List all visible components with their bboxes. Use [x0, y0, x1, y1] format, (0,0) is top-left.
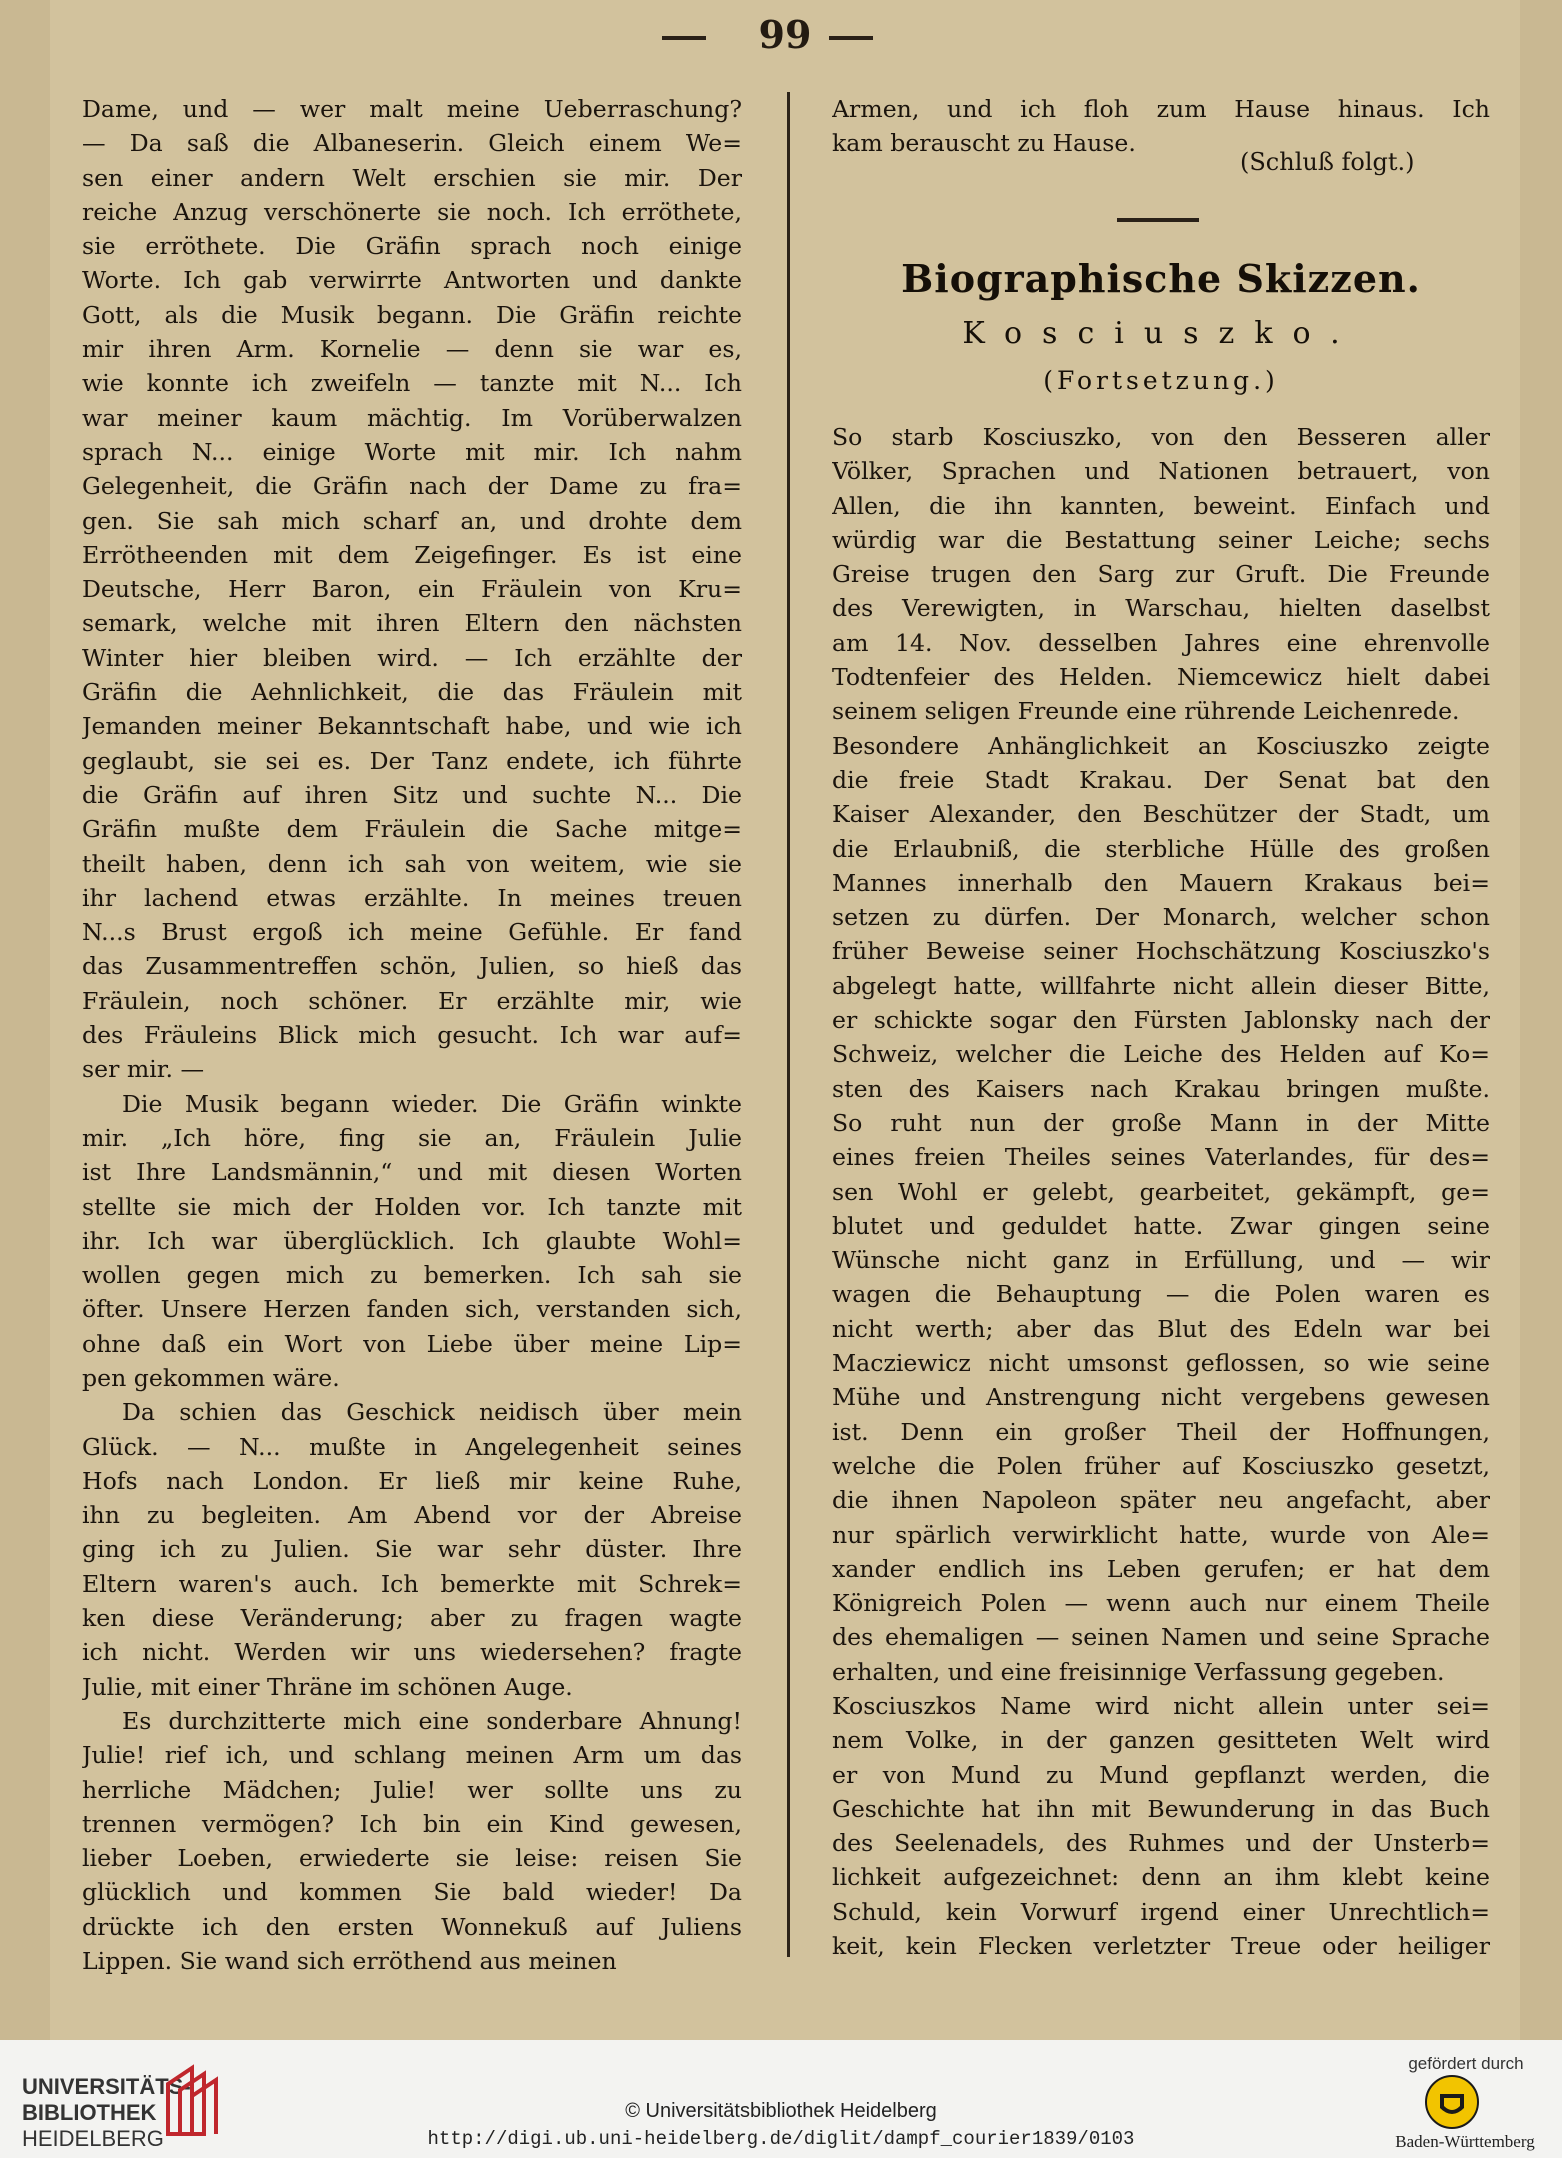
- text-line: am 14. Nov. desselben Jahres eine ehrenvolle: [832, 628, 1490, 657]
- text-line: Kosciuszkos Name wird nicht allein unter sei=: [832, 1691, 1490, 1720]
- text-line: Völker, Sprachen und Nationen betrauert, von: [832, 457, 1490, 486]
- library-name-line1: UNIVERSITÄTS-: [22, 2074, 191, 2099]
- text-line: blutet und geduldet hatte. Zwar gingen seine: [832, 1211, 1490, 1240]
- text-line: Schuld, kein Vorwurf irgend einer Unrechtlich=: [832, 1897, 1490, 1926]
- text-line: Macziewicz nicht umsonst geflossen, so wie seine: [832, 1349, 1490, 1378]
- header-dash-right: [829, 36, 873, 40]
- text-line: wollen gegen mich zu bemerken. Ich sah sie: [82, 1261, 742, 1290]
- continuation-note: (Fortsetzung.): [1043, 366, 1279, 395]
- text-line: Mannes innerhalb den Mauern Krakaus bei=: [832, 868, 1490, 897]
- text-line: Winter hier bleiben wird. — Ich erzählte der: [82, 643, 742, 672]
- text-line: wie konnte ich zweifeln — tanzte mit N... Ich: [82, 369, 742, 398]
- library-name-line2: BIBLIOTHEK: [22, 2100, 157, 2125]
- state-label: Baden-Württemberg: [1395, 2132, 1535, 2151]
- text-line: Dame, und — wer malt meine Ueberraschung?: [82, 95, 742, 123]
- text-line: ihn zu begleiten. Am Abend vor der Abreise: [82, 1501, 742, 1530]
- left-column: [82, 92, 742, 1978]
- text-line: des ehemaligen — seinen Namen und seine Sprache: [832, 1623, 1490, 1652]
- header-dash-left: [662, 36, 706, 40]
- text-line: So starb Kosciuszko, von den Besseren aller: [832, 423, 1490, 451]
- text-line: war meiner kaum mächtig. Im Vorüberwalzen: [82, 403, 742, 432]
- text-line: seinem seligen Freunde eine rührende Leichenrede.: [832, 697, 1460, 726]
- text-line: eines freien Theiles seines Vaterlandes, für des=: [832, 1143, 1490, 1172]
- text-line: ohne daß ein Wort von Liebe über meine Lip=: [82, 1329, 742, 1358]
- text-line: ist. Denn ein großer Theil der Hoffnungen,: [832, 1417, 1490, 1446]
- text-line: Es durchzitterte mich eine sonderbare Ahnung!: [122, 1706, 742, 1735]
- text-line: würdig war die Bestattung seiner Leiche; sechs: [832, 525, 1490, 554]
- text-line: die ihnen Napoleon später neu angefacht, aber: [832, 1486, 1490, 1515]
- text-line: die freie Stadt Krakau. Der Senat bat den: [832, 765, 1490, 794]
- text-line: lichkeit aufgezeichnet: denn an ihm klebt keine: [832, 1863, 1490, 1892]
- text-line: sen einer andern Welt erschien sie mir. Der: [82, 163, 742, 192]
- text-line: abgelegt hatte, willfahrte nicht allein dieser Bitte,: [832, 971, 1490, 1000]
- text-line: öfter. Unsere Herzen fanden sich, verstanden sich,: [82, 1295, 742, 1324]
- text-line: ist Ihre Landsmännin,“ und mit diesen Worten: [82, 1158, 742, 1187]
- text-line: stellte sie mich der Holden vor. Ich tanzte mit: [82, 1192, 742, 1221]
- text-line: semark, welche mit ihren Eltern den nächsten: [82, 609, 742, 638]
- text-line: Fräulein, noch schöner. Er erzählte mir, wie: [82, 986, 742, 1015]
- text-line: das Zusammentreffen schön, Julien, so hieß das: [82, 952, 742, 981]
- text-line: geglaubt, sie sei es. Der Tanz endete, ich führte: [82, 746, 742, 775]
- text-line: Da schien das Geschick neidisch über mein: [122, 1398, 742, 1427]
- text-line: theilt haben, denn ich sah von weitem, wie sie: [82, 849, 742, 878]
- text-line: Julie! rief ich, und schlang meinen Arm um das: [82, 1741, 742, 1770]
- serial-end-note: (Schluß folgt.): [1240, 148, 1415, 176]
- text-line: Allen, die ihn kannten, beweint. Einfach und: [832, 491, 1490, 520]
- text-line: pen gekommen wäre.: [82, 1363, 340, 1392]
- text-line: — Da saß die Albaneserin. Gleich einem We=: [82, 129, 742, 158]
- text-line: sten des Kaisers nach Krakau bringen mußte.: [832, 1074, 1490, 1103]
- text-line: früher Beweise seiner Hochschätzung Kosciuszko's: [832, 937, 1490, 966]
- text-line: die Gräfin auf ihren Sitz und suchte N... Die: [82, 780, 742, 809]
- text-line: nicht werth; aber das Blut des Edeln war bei: [832, 1314, 1490, 1343]
- text-line: lieber Loeben, erwiederte sie leise: reisen Sie: [82, 1844, 742, 1873]
- text-line: Besondere Anhänglichkeit an Kosciuszko zeigte: [832, 731, 1490, 760]
- text-line: Eltern waren's auch. Ich bemerkte mit Schrek=: [82, 1569, 742, 1598]
- section-title: Biographische Skizzen.: [901, 256, 1421, 301]
- text-line: ihr. Ich war überglücklich. Ich glaubte Wohl=: [82, 1226, 742, 1255]
- page-number: 99: [758, 12, 812, 57]
- text-line: kam berauscht zu Hause.: [832, 129, 1136, 158]
- subject-title: Kosciuszko.: [962, 316, 1360, 351]
- text-line: ser mir. —: [82, 1055, 205, 1084]
- text-line: So ruht nun der große Mann in der Mitte: [832, 1108, 1490, 1137]
- text-line: Die Musik begann wieder. Die Gräfin winkte: [122, 1089, 742, 1118]
- text-line: Julie, mit einer Thräne im schönen Auge.: [82, 1672, 573, 1701]
- text-line: Glück. — N... mußte in Angelegenheit seines: [82, 1432, 742, 1461]
- text-line: Lippen. Sie wand sich erröthend aus meinen: [82, 1947, 617, 1976]
- text-line: ging ich zu Julien. Sie war sehr düster. Ihre: [82, 1535, 742, 1564]
- text-line: ich nicht. Werden wir uns wiedersehen? fragte: [82, 1638, 742, 1667]
- text-line: des Fräuleins Blick mich gesucht. Ich war auf=: [82, 1021, 742, 1050]
- text-line: sie erröthete. Die Gräfin sprach noch einige: [82, 232, 742, 261]
- text-line: herrliche Mädchen; Julie! wer sollte uns zu: [82, 1775, 742, 1804]
- text-line: Jemanden meiner Bekanntschaft habe, und wie ich: [82, 712, 742, 741]
- text-line: Hofs nach London. Er ließ mir keine Ruhe,: [82, 1466, 742, 1495]
- text-line: Errötheenden mit dem Zeigefinger. Es ist eine: [82, 540, 742, 569]
- text-line: Armen, und ich floh zum Hause hinaus. Ich: [832, 95, 1490, 123]
- text-line: er schickte sogar den Fürsten Jablonsky nach der: [832, 1006, 1490, 1035]
- text-line: des Seelenadels, des Ruhmes und der Unsterb=: [832, 1829, 1490, 1858]
- text-line: glücklich und kommen Sie bald wieder! Da: [82, 1878, 742, 1907]
- text-line: erhalten, und eine freisinnige Verfassung gegeben.: [832, 1657, 1445, 1686]
- text-line: welche die Polen früher auf Kosciuszko gesetzt,: [832, 1451, 1490, 1480]
- text-line: Wünsche nicht ganz in Erfüllung, und — wir: [832, 1246, 1490, 1275]
- text-line: des Verewigten, in Warschau, hielten daselbst: [832, 594, 1490, 623]
- section-rule: [1117, 218, 1199, 222]
- text-line: er von Mund zu Mund gepflanzt werden, die: [832, 1760, 1490, 1789]
- text-line: sprach N... einige Worte mit mir. Ich nahm: [82, 437, 742, 466]
- text-line: trennen vermögen? Ich bin ein Kind gewesen,: [82, 1809, 742, 1838]
- text-line: sen Wohl er gelebt, gearbeitet, gekämpft, ge=: [832, 1177, 1490, 1206]
- text-line: die Erlaubniß, die sterbliche Hülle des großen: [832, 834, 1490, 863]
- text-line: ihr lachend etwas erzählte. In meines treuen: [82, 883, 742, 912]
- text-line: Kaiser Alexander, den Beschützer der Stadt, um: [832, 800, 1490, 829]
- text-line: mir ihren Arm. Kornelie — denn sie war es,: [82, 335, 742, 364]
- text-line: Worte. Ich gab verwirrte Antworten und dankte: [82, 266, 742, 295]
- text-line: Mühe und Anstrengung nicht vergebens gewesen: [832, 1383, 1490, 1412]
- right-column-body: [832, 420, 1490, 1963]
- page-header: [0, 8, 1562, 58]
- text-line: wagen die Behauptung — die Polen waren es: [832, 1280, 1490, 1309]
- baden-wuerttemberg-emblem-icon[interactable]: [1424, 2074, 1480, 2130]
- text-line: Geschichte hat ihn mit Bewunderung in das Buch: [832, 1794, 1490, 1823]
- text-line: setzen zu dürfen. Der Monarch, welcher schon: [832, 903, 1490, 932]
- text-line: nem Volke, in der ganzen gesitteten Welt wird: [832, 1726, 1490, 1755]
- text-line: Gräfin mußte dem Fräulein die Sache mitge=: [82, 815, 742, 844]
- text-line: keit, kein Flecken verletzter Treue oder heiliger: [832, 1932, 1490, 1961]
- text-line: gen. Sie sah mich scharf an, und drohte dem: [82, 506, 742, 535]
- text-line: Greise trugen den Sarg zur Gruft. Die Freunde: [832, 560, 1490, 589]
- text-line: xander endlich ins Leben gerufen; er hat dem: [832, 1554, 1490, 1583]
- text-line: Gelegenheit, die Gräfin nach der Dame zu fra=: [82, 472, 742, 501]
- text-line: Königreich Polen — wenn auch nur einem Theile: [832, 1589, 1490, 1618]
- text-line: reiche Anzug verschönerte sie noch. Ich erröthete,: [82, 197, 742, 226]
- column-divider: [787, 92, 790, 1957]
- text-line: Todtenfeier des Helden. Niemcewicz hielt dabei: [832, 663, 1490, 692]
- library-name-line3: HEIDELBERG: [22, 2126, 164, 2151]
- text-line: Deutsche, Herr Baron, ein Fräulein von Kru=: [82, 575, 742, 604]
- text-line: Schweiz, welcher die Leiche des Helden auf Ko=: [832, 1040, 1490, 1069]
- text-line: mir. „Ich höre, fing sie an, Fräulein Julie: [82, 1123, 742, 1152]
- text-line: Gott, als die Musik begann. Die Gräfin reichte: [82, 300, 742, 329]
- text-line: ken diese Veränderung; aber zu fragen wagte: [82, 1604, 742, 1633]
- funded-by-label: gefördert durch: [1408, 2054, 1524, 2073]
- text-line: nur spärlich verwirklicht hatte, wurde von Ale=: [832, 1520, 1490, 1549]
- copyright-notice: © Universitätsbibliothek Heidelberg: [625, 2100, 937, 2122]
- text-line: drückte ich den ersten Wonnekuß auf Juliens: [82, 1912, 742, 1941]
- permalink[interactable]: http://digi.ub.uni-heidelberg.de/diglit/dampf_courier1839/0103: [427, 2128, 1135, 2150]
- text-line: N...s Brust ergoß ich meine Gefühle. Er fand: [82, 918, 742, 947]
- text-line: Gräfin die Aehnlichkeit, die das Fräulein mit: [82, 678, 742, 707]
